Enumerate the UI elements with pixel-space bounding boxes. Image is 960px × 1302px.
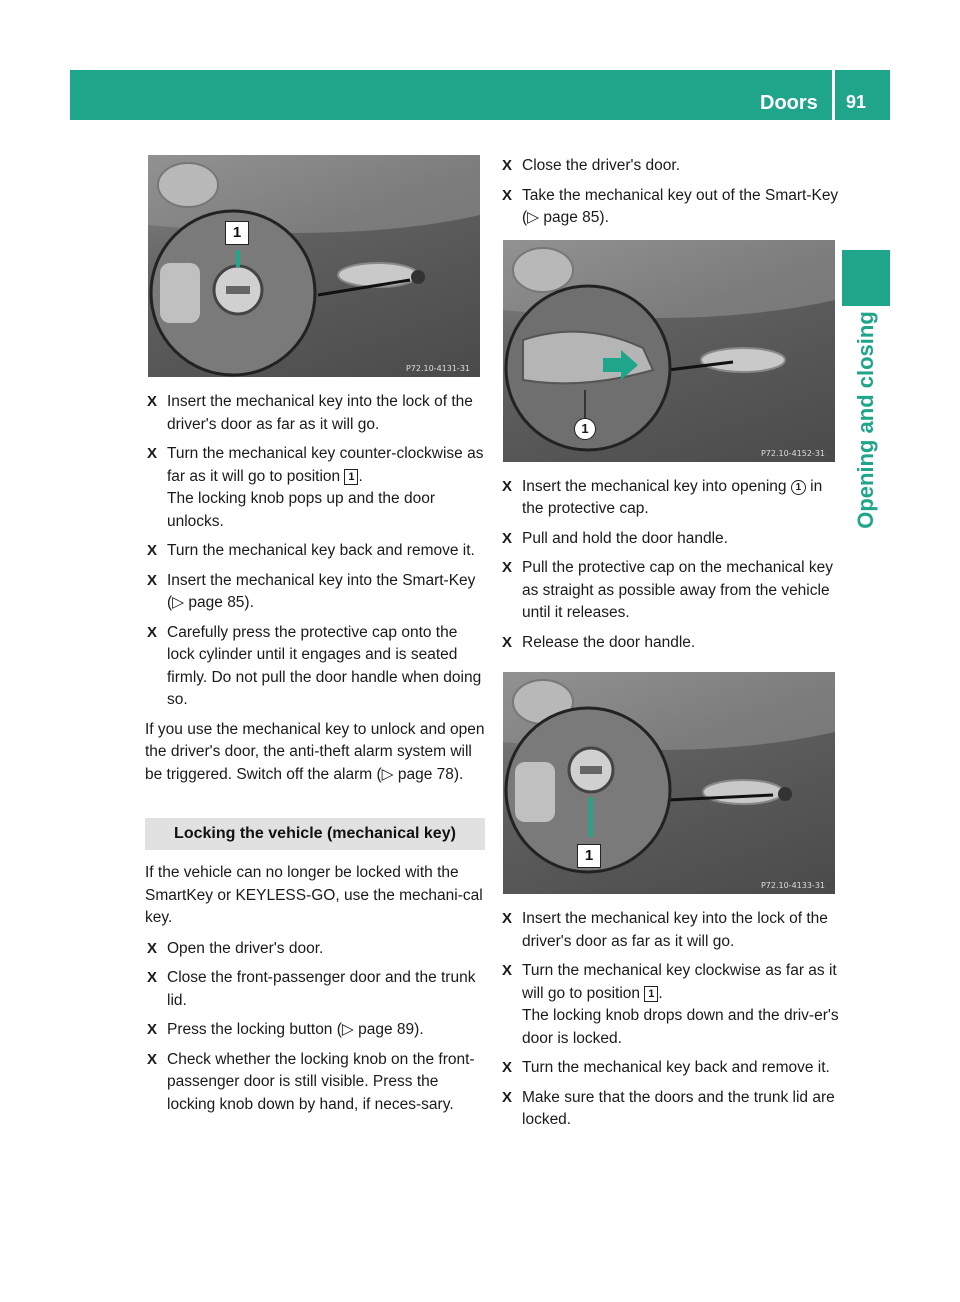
bullet-icon: X: [147, 969, 158, 986]
bullet-icon: X: [502, 1059, 513, 1076]
figure-callout-1: 1: [577, 844, 601, 868]
figure-illustration: [503, 672, 835, 894]
figure-code: P72.10-4131-31: [405, 364, 470, 373]
list-item: X Take the mechanical key out of the Smart-Key (▷ page 85).: [502, 186, 839, 226]
bullet-icon: X: [502, 633, 513, 651]
list-item: X Insert the mechanical key into the lock of the driver's door as far as it will go.: [502, 910, 828, 950]
bullet-icon: X: [147, 542, 158, 559]
bullet-icon: X: [502, 186, 513, 204]
bullet-icon: X: [502, 962, 513, 979]
bullet-icon: X: [502, 910, 513, 927]
bullet-icon: X: [502, 157, 513, 174]
header-divider: [832, 70, 835, 120]
figure-protective-cap: [503, 240, 835, 462]
page-number: 91: [846, 92, 867, 112]
bullet-icon: X: [147, 1050, 158, 1068]
figure-illustration: [148, 155, 480, 377]
figure-lock-cylinder-insert: [148, 155, 480, 377]
position-ref: 1: [344, 469, 358, 485]
steps-lock: [500, 908, 840, 1132]
list-item: X Open the driver's door.: [145, 938, 485, 961]
list-item: X Check whether the locking knob on the front-passenger door is still visible. Press the locking knob down by hand, if neces-sary.: [147, 1050, 475, 1113]
steps-remove-cap: [500, 476, 840, 655]
left-column: [145, 155, 485, 1123]
list-item: X Turn the mechanical key back and remove it.: [145, 540, 485, 563]
list-item: X Make sure that the doors and the trunk lid are locked.: [502, 1088, 835, 1128]
list-item: X Turn the mechanical key clockwise as far as it will go to position 1 . The locking knob drops down and the driv-er's door is locked.: [502, 962, 839, 1047]
section-title: Locking the vehicle (mechanical key): [145, 818, 485, 850]
steps-close-door: [500, 155, 840, 230]
bullet-icon: X: [502, 559, 513, 576]
figure-callout-1: 1: [225, 221, 249, 245]
alarm-paragraph: If you use the mechanical key to unlock and open the driver's door, the anti-theft alarm system will be triggered. Switch off the alarm (▷ page 78).: [145, 720, 485, 783]
bullet-icon: X: [502, 529, 513, 547]
figure-code: P72.10-4133-31: [760, 881, 825, 890]
list-item: X Turn the mechanical key back and remove it.: [500, 1057, 840, 1080]
steps-unlock: [145, 391, 485, 712]
right-column: [500, 155, 840, 1139]
list-item: X Close the driver's door.: [500, 155, 840, 178]
position-ref: 1: [644, 986, 658, 1002]
list-item: X Press the locking button (▷ page 89).: [145, 1019, 485, 1042]
steps-lock-prep: [145, 938, 485, 1117]
page-ref-icon: ▷: [172, 594, 185, 611]
list-item: X Turn the mechanical key counter-clockwise as far as it will go to position 1 . The locking knob pops up and the door unlocks.: [147, 445, 484, 530]
chapter-label: Opening and closing: [853, 311, 878, 529]
bullet-icon: X: [147, 393, 158, 410]
list-item: X Insert the mechanical key into opening 1 in the protective cap.: [502, 477, 823, 517]
bullet-icon: X: [147, 445, 158, 462]
bullet-icon: X: [147, 939, 158, 957]
chapter-tab: [842, 250, 890, 306]
list-item: X Release the door handle.: [500, 632, 840, 655]
bullet-icon: X: [147, 571, 158, 589]
section-intro: If the vehicle can no longer be locked with the SmartKey or KEYLESS-GO, use the mechani-cal key.: [145, 864, 483, 926]
list-item: X Close the front-passenger door and the trunk lid.: [147, 969, 476, 1009]
list-item: X Insert the mechanical key into the lock of the driver's door as far as it will go.: [147, 393, 473, 433]
figure-code: P72.10-4152-31: [760, 448, 825, 458]
list-item: X Pull the protective cap on the mechanical key as straight as possible away from the vehicle until it releases.: [502, 559, 834, 621]
list-item: X Insert the mechanical key into the Smart-Key (▷ page 85).: [147, 571, 476, 611]
opening-ref: 1: [791, 480, 806, 495]
bullet-icon: X: [147, 1021, 158, 1038]
figure-callout-1: 1: [574, 418, 596, 440]
header-section-title: Doors: [760, 92, 818, 114]
list-item: X Pull and hold the door handle.: [500, 528, 840, 551]
bullet-icon: X: [502, 477, 513, 495]
bullet-icon: X: [147, 623, 158, 641]
figure-illustration: [503, 240, 835, 462]
list-item: X Carefully press the protective cap onto the lock cylinder until it engages and is seated firmly. Do not pull the door handle when doing so.: [147, 623, 482, 708]
bullet-icon: X: [502, 1088, 513, 1106]
figure-lock-cylinder-lock: [503, 672, 835, 894]
